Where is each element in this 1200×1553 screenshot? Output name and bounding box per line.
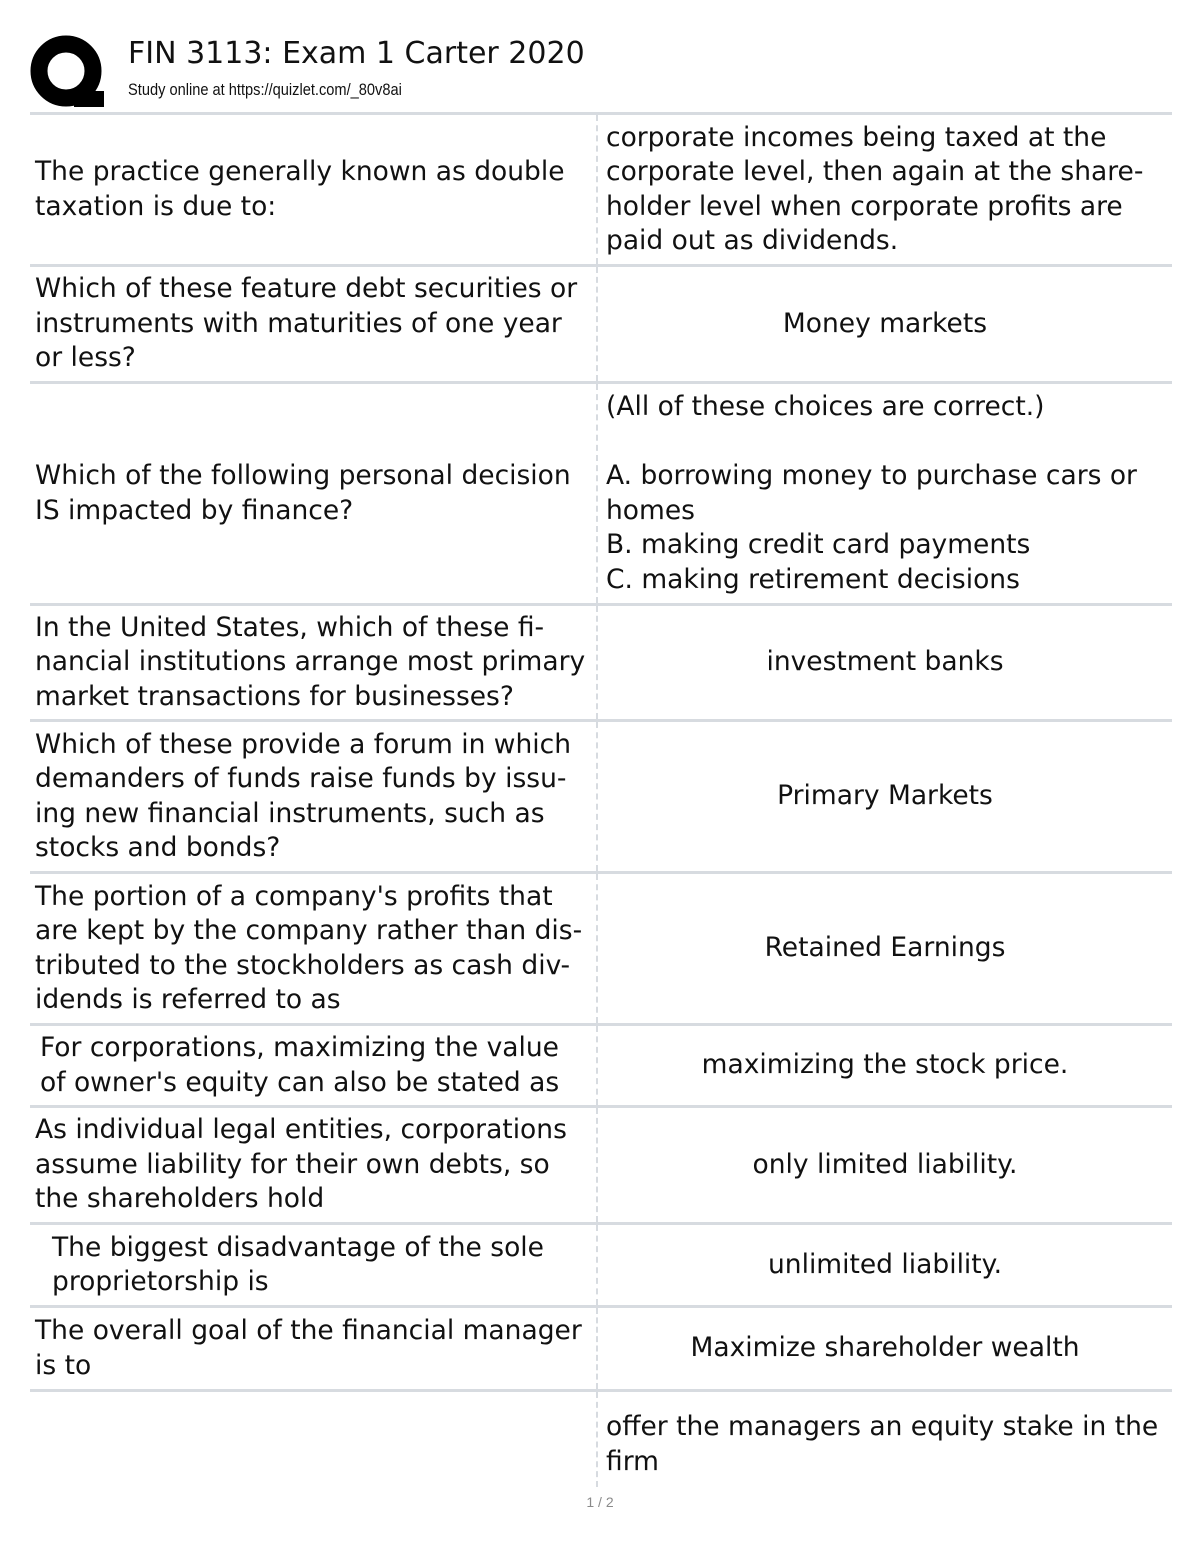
card-row (30, 112, 1172, 264)
card-term: In the United States, which of these fi- nancial institutions arrange most primary market transactions for businesses? (35, 611, 586, 712)
card-definition: Retained Earnings (596, 874, 1172, 1023)
card-definition: Money markets (596, 267, 1172, 381)
card-definition: unlimited liability. (596, 1225, 1172, 1305)
card-row (30, 264, 1172, 381)
card-definition: Maximize shareholder wealth (596, 1308, 1172, 1389)
page-header (30, 30, 1180, 110)
card-definition: corporate incomes being taxed at the corporate level, then again at the share- holder level when corporate profits are paid out as dividends. (596, 115, 1172, 264)
card-term: The overall goal of the financial manager is to (35, 1315, 582, 1381)
card-term: The portion of a company's profits that are kept by the company rather than dis- tributed to the stockholders as cash div- idends is referred to as (35, 880, 583, 1015)
card-term: The practice generally known as double taxation is due to: (35, 156, 565, 222)
document-title: FIN 3113: Exam 1 Carter 2020 (128, 36, 585, 71)
card-definition: maximizing the stock price. (596, 1026, 1172, 1105)
card-row (30, 381, 1172, 603)
card-term: The biggest disadvantage of the sole proprietorship is (52, 1231, 544, 1297)
study-link[interactable]: Study online at https://quizlet.com/_80v8ai (128, 80, 402, 99)
quizlet-logo-icon (30, 33, 106, 109)
card-row (30, 1305, 1172, 1389)
card-term: Which of these feature debt securities or instruments with maturities of one year or less? (35, 273, 578, 374)
card-definition: (All of these choices are correct.) A. borrowing money to purchase cars or homes B. making credit card payments C. making retirement decisions (596, 384, 1172, 603)
card-definition: Primary Markets (596, 722, 1172, 871)
card-term (30, 1392, 596, 1487)
card-term: As individual legal entities, corporations assume liability for their own debts, so the shareholders hold (35, 1114, 567, 1215)
card-row (30, 871, 1172, 1023)
card-row (30, 1389, 1172, 1487)
card-definition: only limited liability. (596, 1108, 1172, 1222)
page-number: 1 / 2 (586, 1494, 614, 1510)
card-term: For corporations, maximizing the value of owner's equity can also be stated as (40, 1032, 560, 1098)
card-row (30, 1023, 1172, 1105)
card-row (30, 603, 1172, 719)
card-definition: offer the managers an equity stake in the firm (596, 1392, 1172, 1487)
card-term: Which of the following personal decision IS impacted by finance? (35, 460, 571, 526)
flashcard-table (30, 112, 1172, 1487)
card-definition: investment banks (596, 606, 1172, 719)
card-term: Which of these provide a forum in which demanders of funds raise funds by issu- ing new financial instruments, such as stocks and bonds? (35, 728, 571, 863)
card-row (30, 1105, 1172, 1222)
card-row (30, 719, 1172, 871)
card-row (30, 1222, 1172, 1305)
